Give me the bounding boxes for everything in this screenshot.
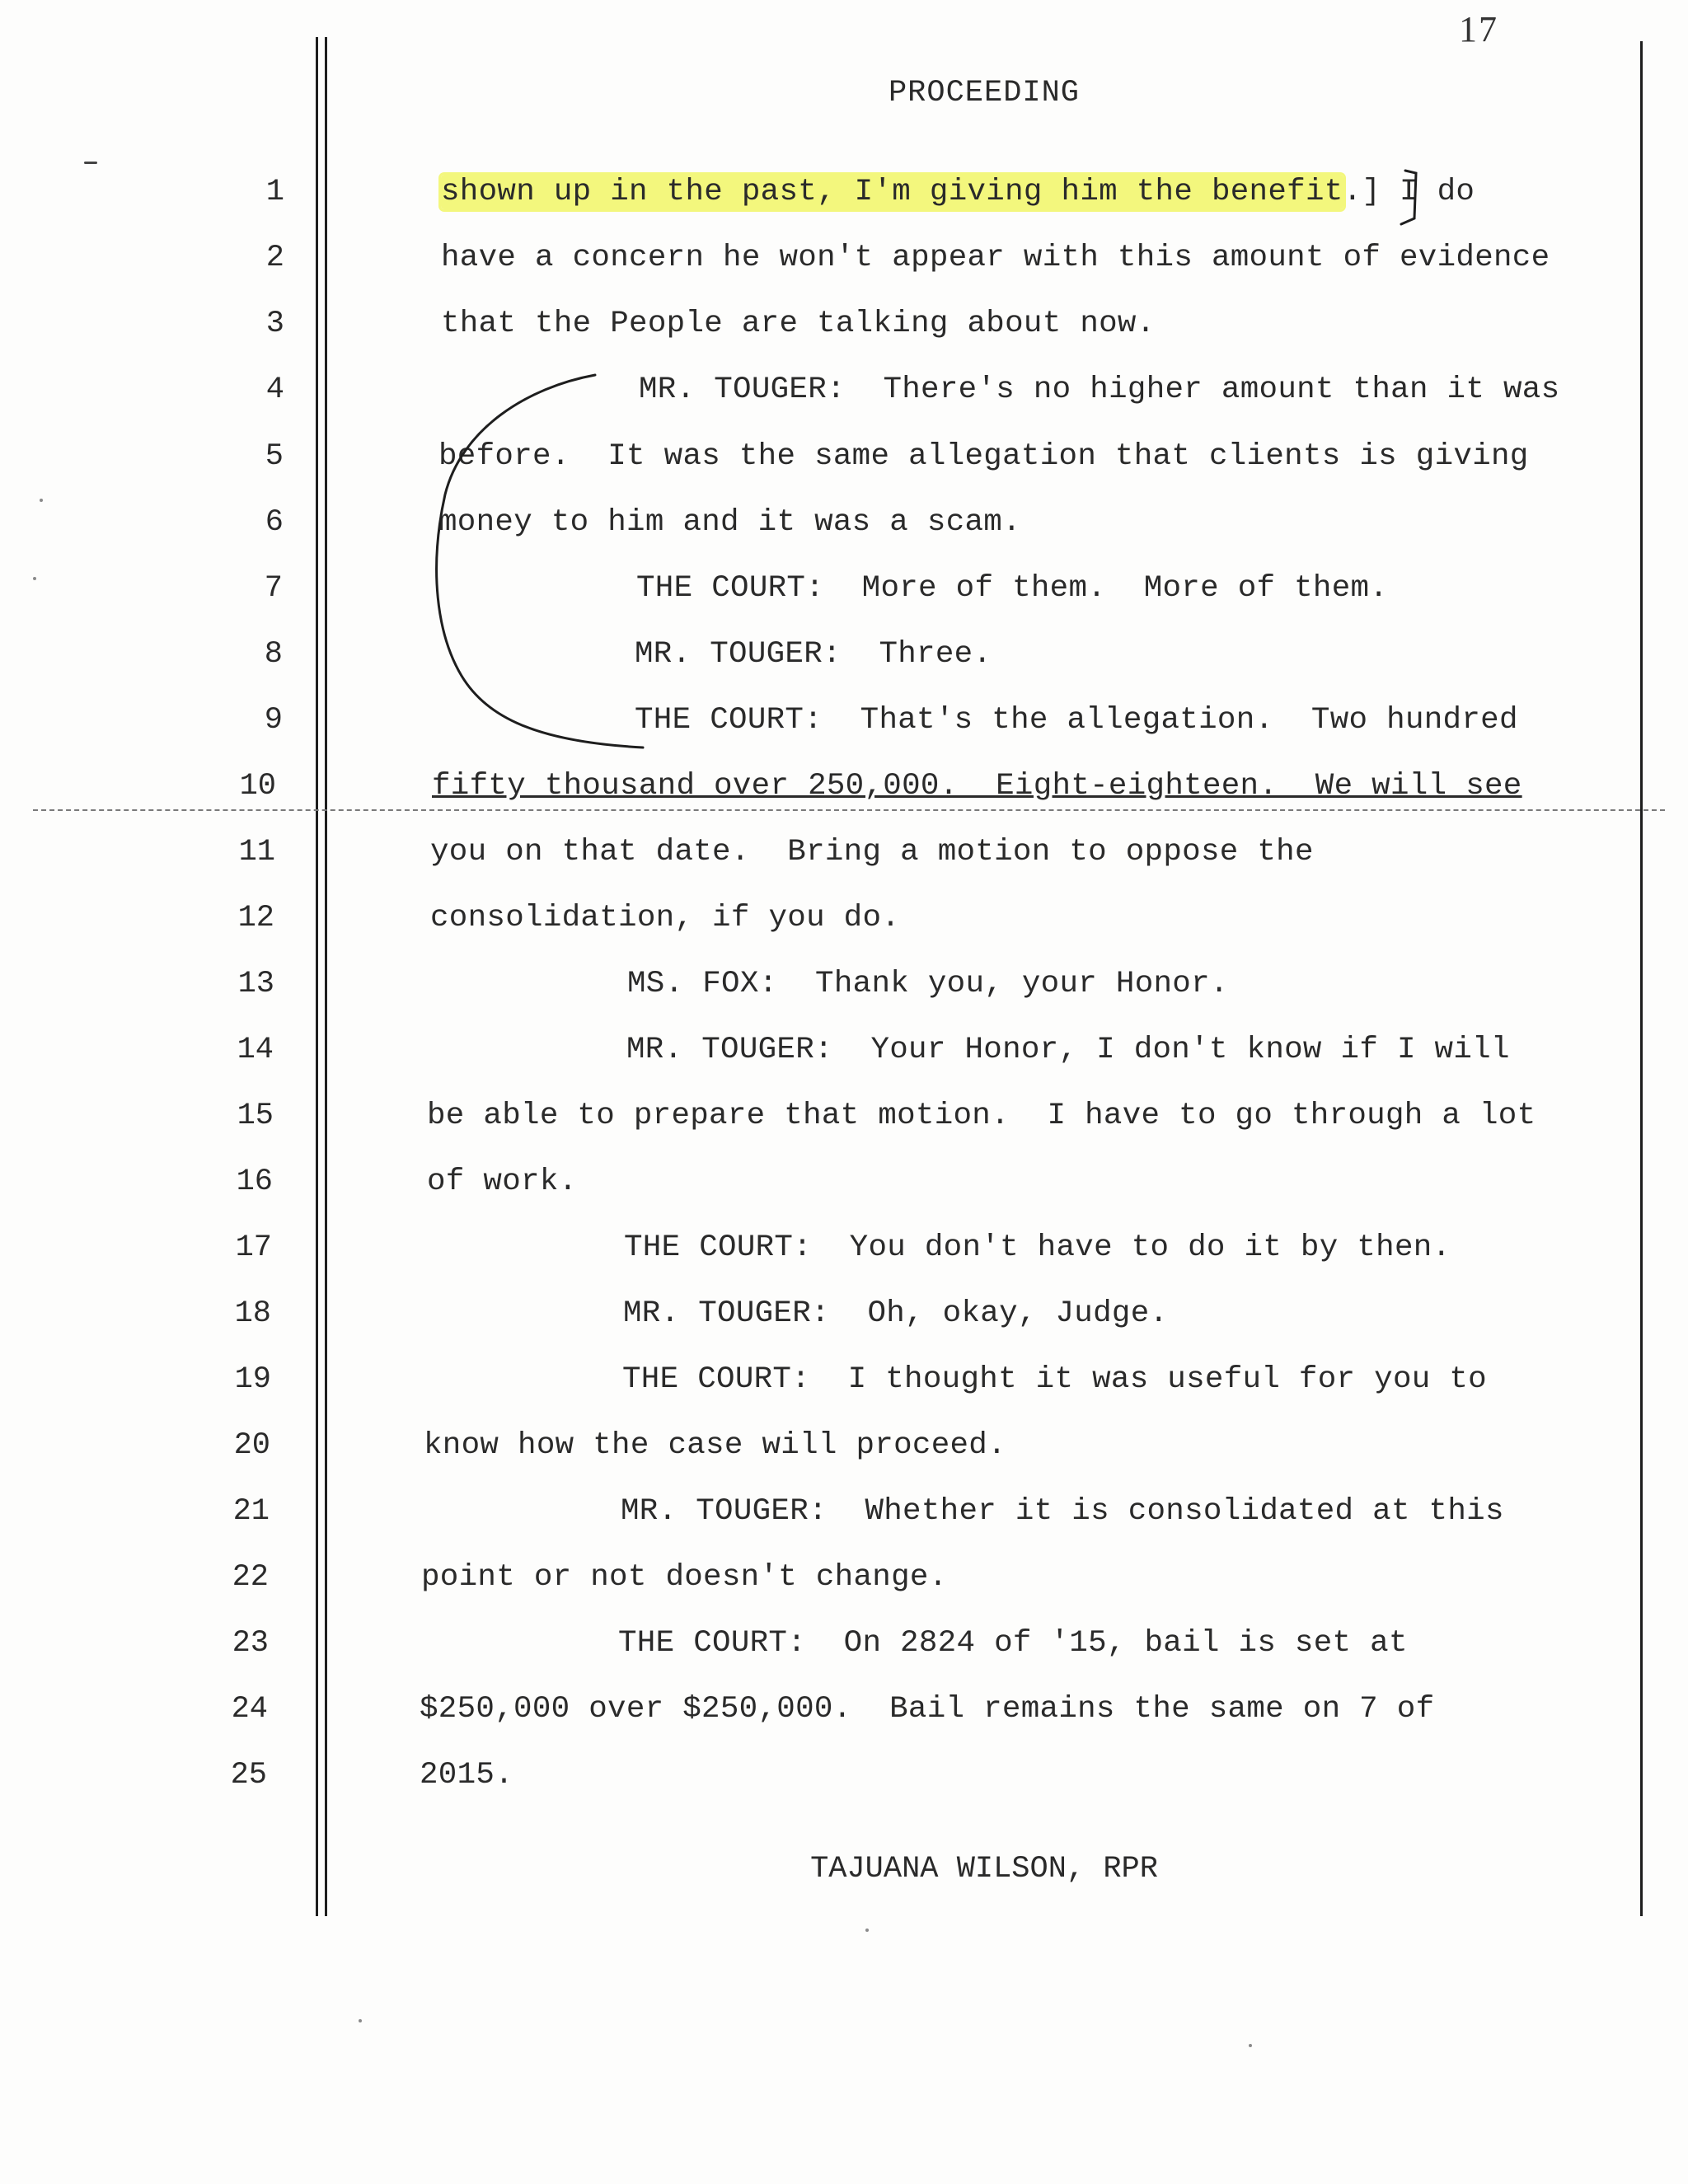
line-number-19: 19	[234, 1362, 271, 1397]
scan-speck	[1249, 2044, 1252, 2047]
transcript-line-23: THE COURT: On 2824 of '15, bail is set at	[618, 1626, 1408, 1661]
line-number-12: 12	[237, 901, 274, 935]
line-number-11: 11	[238, 835, 275, 869]
transcript-line-16: of work.	[427, 1165, 578, 1199]
transcript-line-10: fifty thousand over 250,000. Eight-eighteen. We will see	[432, 769, 1522, 804]
line-text: .] I do	[1343, 175, 1475, 209]
line-number-20: 20	[233, 1428, 270, 1463]
transcript-line-14: MR. TOUGER: Your Honor, I don't know if I will	[626, 1033, 1510, 1067]
line-number-16: 16	[236, 1165, 273, 1199]
scan-speck	[865, 1929, 869, 1932]
transcript-line-18: MR. TOUGER: Oh, okay, Judge.	[623, 1296, 1169, 1331]
transcript-line-5: before. It was the same allegation that clients is giving	[438, 439, 1529, 474]
transcript-line-21: MR. TOUGER: Whether it is consolidated at this	[621, 1494, 1504, 1529]
transcript-line-9: THE COURT: That's the allegation. Two hundred	[635, 703, 1518, 738]
transcript-line-22: point or not doesn't change.	[421, 1560, 948, 1595]
line-number-9: 9	[264, 703, 283, 738]
line-number-23: 23	[232, 1626, 269, 1661]
transcript-line-6: money to him and it was a scam.	[438, 505, 1021, 540]
transcript-line-2: have a concern he won't appear with this amount of evidence	[441, 241, 1550, 275]
line-number-18: 18	[234, 1296, 271, 1331]
line-number-17: 17	[235, 1230, 272, 1265]
transcript-line-24: $250,000 over $250,000. Bail remains the same on 7 of	[420, 1692, 1435, 1727]
transcript-line-7: THE COURT: More of them. More of them.	[636, 571, 1389, 606]
transcript-line-17: THE COURT: You don't have to do it by then.	[624, 1230, 1451, 1265]
line-number-8: 8	[264, 637, 283, 672]
page-header: PROCEEDING	[888, 76, 1081, 110]
line-number-13: 13	[237, 967, 274, 1001]
line-number-4: 4	[265, 373, 284, 407]
transcript-line-19: THE COURT: I thought it was useful for you to	[622, 1362, 1487, 1397]
line-number-15: 15	[237, 1099, 274, 1133]
line-number-10: 10	[239, 769, 276, 804]
line-number-14: 14	[237, 1033, 274, 1067]
line-number-22: 22	[232, 1560, 269, 1595]
line-number-25: 25	[230, 1758, 267, 1793]
line-number-24: 24	[231, 1692, 268, 1727]
scan-speck	[33, 577, 36, 580]
line-number-5: 5	[265, 439, 284, 474]
transcript-line-4: MR. TOUGER: There's no higher amount than it was	[639, 373, 1560, 407]
line-number-1: 1	[265, 175, 284, 209]
page-number: 17	[1459, 9, 1498, 49]
transcript-line-12: consolidation, if you do.	[430, 901, 901, 935]
transcript-line-11: you on that date. Bring a motion to oppose the	[430, 835, 1314, 869]
scan-speck	[84, 162, 97, 164]
line-number-3: 3	[265, 307, 284, 341]
scan-speck	[359, 2019, 362, 2022]
transcript-line-25: 2015.	[420, 1758, 514, 1793]
transcript-line-15: be able to prepare that motion. I have to go through a lot	[427, 1099, 1536, 1133]
scan-speck	[40, 499, 43, 502]
line-number-21: 21	[232, 1494, 270, 1529]
line-number-6: 6	[265, 505, 284, 540]
transcript-line-3: that the People are talking about now.	[441, 307, 1156, 341]
highlighted-text: shown up in the past, I'm giving him the benefit	[441, 175, 1343, 209]
transcript-line-8: MR. TOUGER: Three.	[635, 637, 992, 672]
reporter-signature: TAJUANA WILSON, RPR	[810, 1852, 1158, 1886]
transcript-line-13: MS. FOX: Thank you, your Honor.	[627, 967, 1229, 1001]
transcript-line-20: know how the case will proceed.	[424, 1428, 1006, 1463]
line-number-2: 2	[265, 241, 284, 275]
line-number-7: 7	[264, 571, 283, 606]
